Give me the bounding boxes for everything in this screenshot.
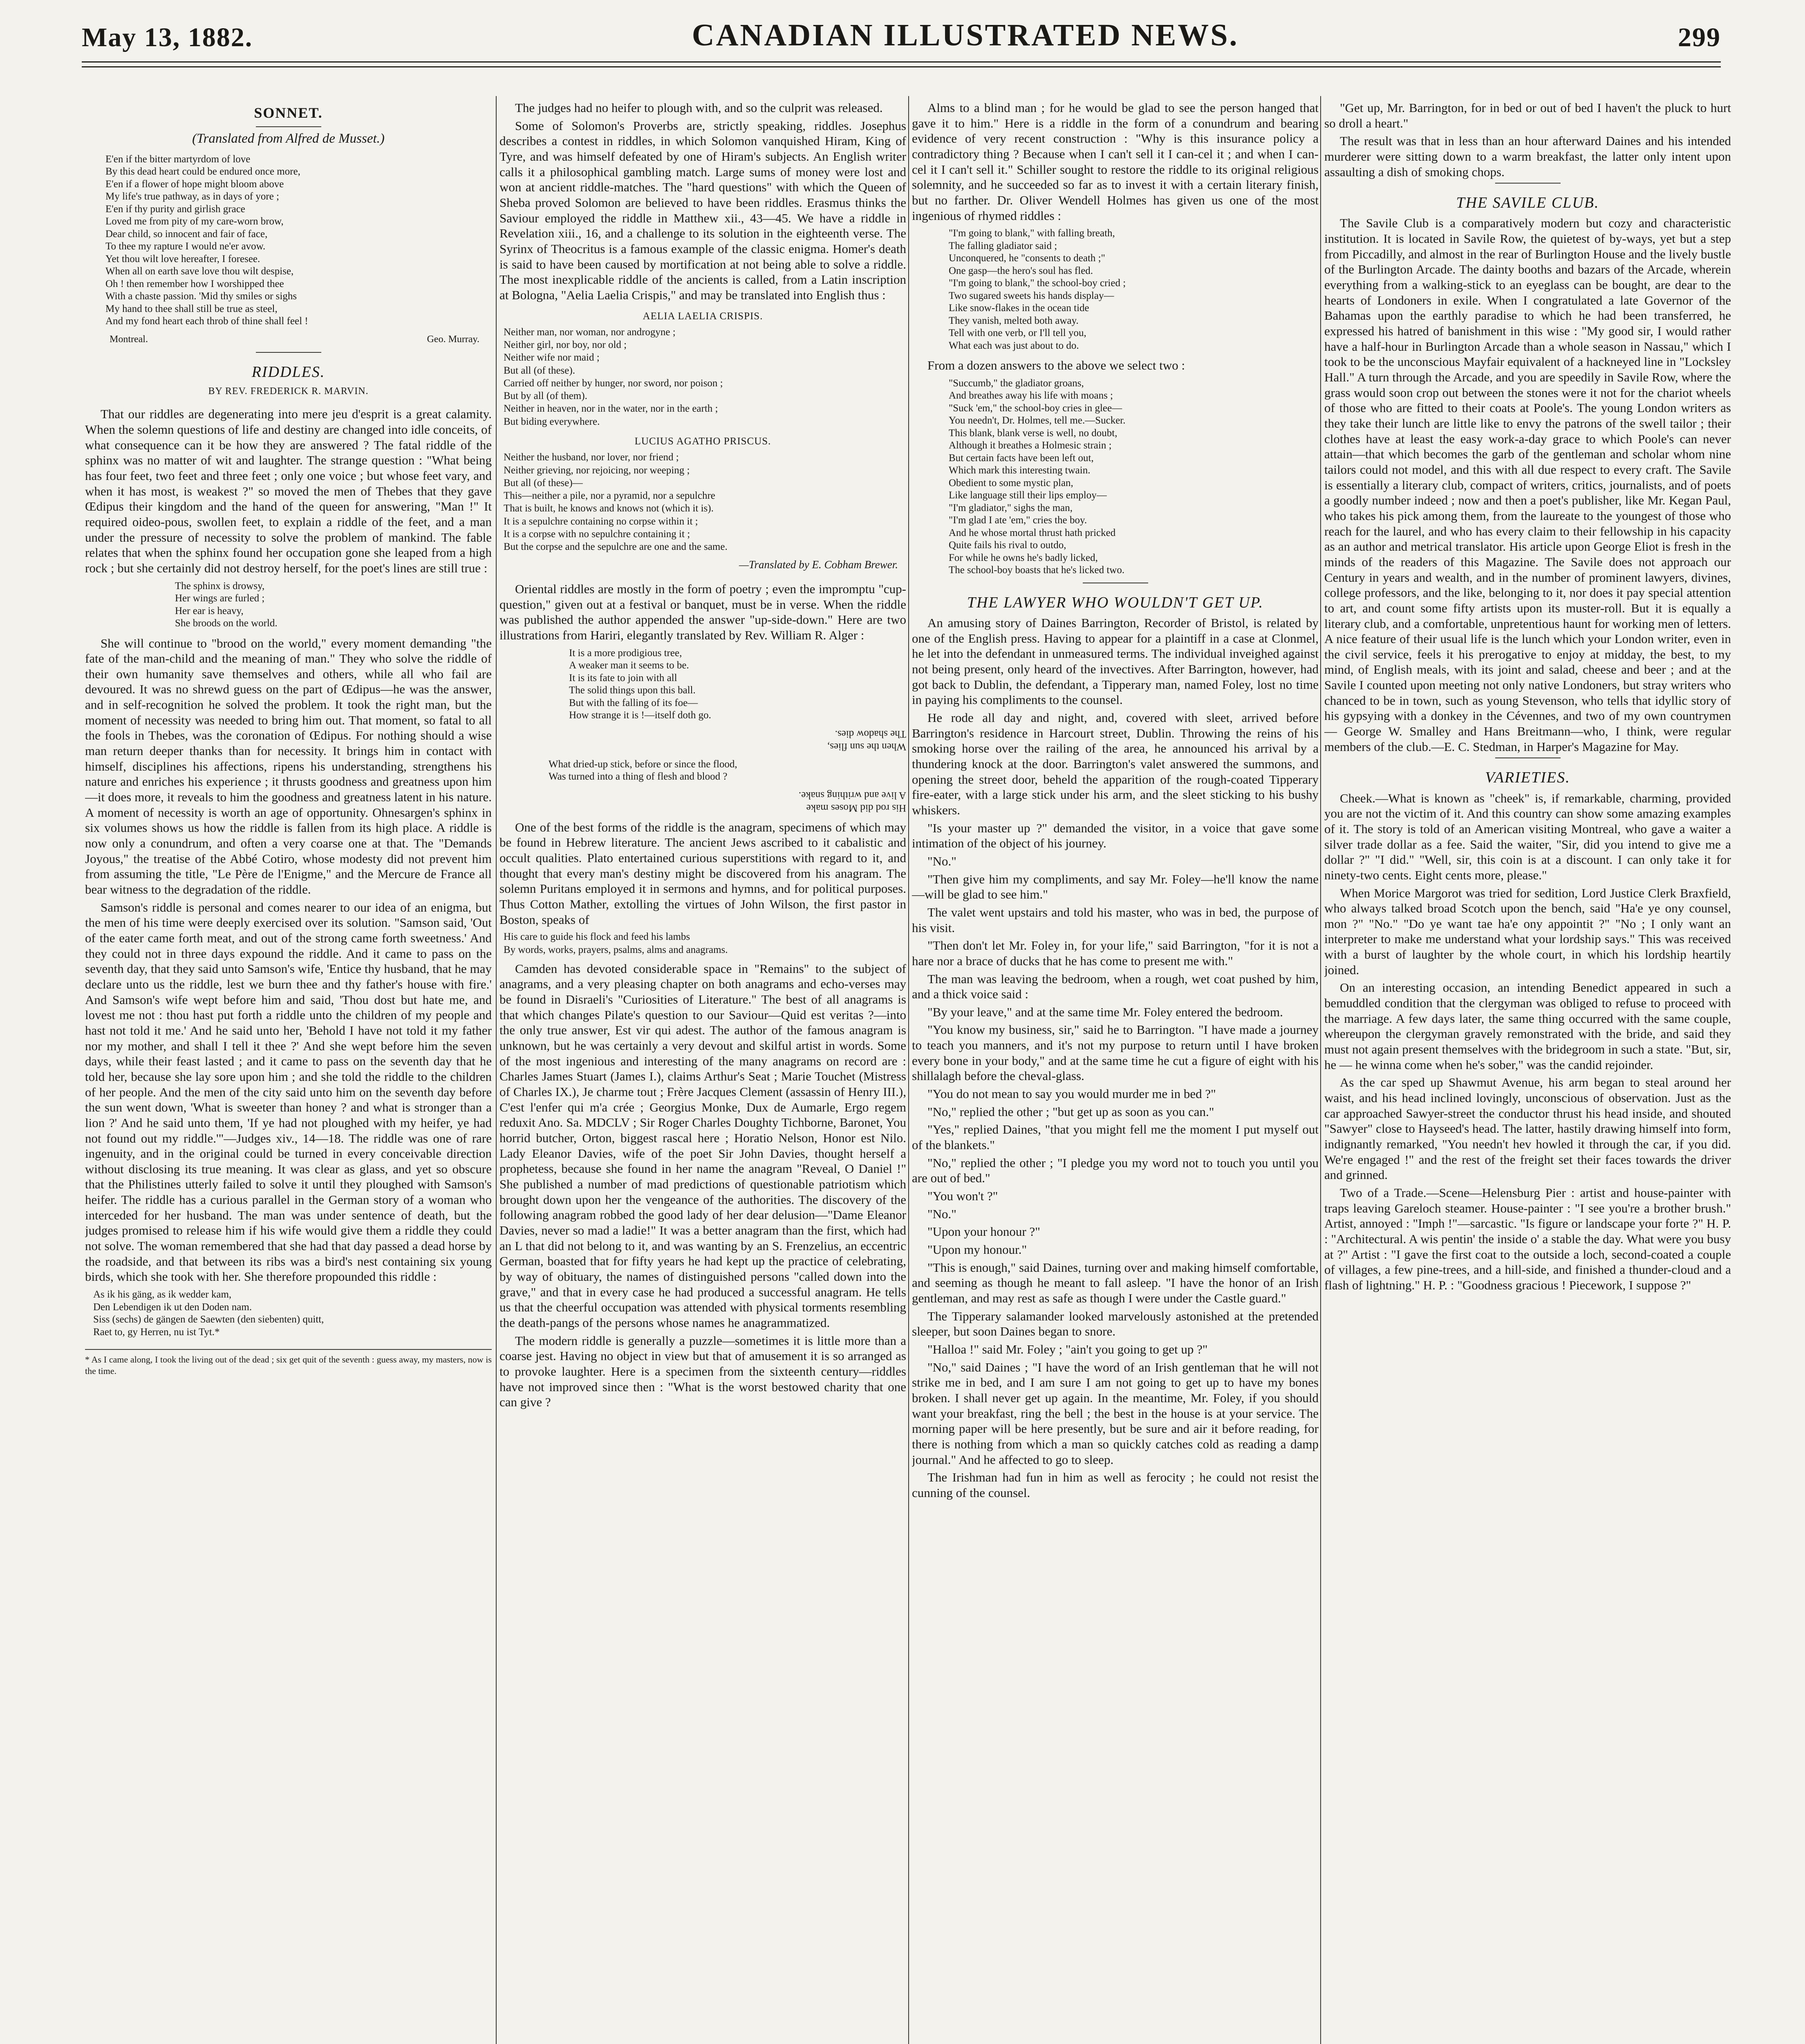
hariri-answer-upside-down: When the sun flies, The shadow dies. — [827, 728, 906, 752]
article-paragraph: The modern riddle is generally a puzzle—sometimes it is little more than a coarse jest. Having no object in view but that of amusement it is so arranged as to provoke laughter. Here is a specimen from the sixteenth century—riddles have not improved since then : "What is the worst bestowed charity that one can give ? — [499, 1333, 906, 1410]
article-paragraph: "You do not mean to say you would murder me in bed ?" — [927, 1087, 1216, 1101]
article-paragraph: "Get up, Mr. Barrington, for in bed or out of bed I haven't the pluck to hurt so droll a heart." — [1324, 101, 1731, 130]
article-paragraph: Samson's riddle is personal and comes nearer to our idea of an enigma, but the men of his time were deeply exercised over its solution. "Samson said, 'Out of the eater came forth meat, and out of the strong came forth sweetness.' And they could not in three days expound the riddle. And it came to pass on the seventh day, that they said unto Samson's wife, 'Entice thy husband, that he may declare unto us the riddle, lest we burn thee and thy father's house with fire.' And Samson's wife wept before him and said, 'Thou dost but hate me, and lovest me not : thou hast put forth a riddle unto the children of my people and hast not told it me.' And he said unto her, 'Behold I have not told it my father nor my mother, and shall I tell it thee ?' And she wept before him the seven days, while their feast lasted ; and it came to pass on the seventh day that he told her, because she lay sore upon him ; and she told the riddle to the children of her people. And the men of the city said unto him on the seventh day before the sun went down, 'What is sweeter than honey ? and what is stronger than a lion ?' And he said unto them, 'If ye had not ploughed with my heifer, ye had not found out my riddle.'"—Judges xiv., 14—18. The riddle was one of rare ingenuity, and in the original could be turned in every conceivable direction without disclosing its true meaning. It was clear as glass, and yet so obscure that the Philistines utterly failed to solve it until they ploughed with Samson's heifer. The riddle has a curious parallel in the German story of a woman who interceded for her husband. The man was under sentence of death, but the judges promised to release him if his wife would give them a riddle they could not solve. The woman remembered that she had that day passed a dead horse by the roadside, and that between its ribs was a bird's nest containing six young birds, which she took with her. She therefore propounded this riddle : — [85, 900, 492, 1284]
sphinx-verse: The sphinx is drowsy, Her wings are furled ; Her ear is heavy, She broods on the world. — [175, 580, 278, 629]
column-1 — [85, 100, 492, 2044]
column-divider — [1320, 96, 1321, 2044]
article-paragraph: Cheek.—What is known as "cheek" is, if remarkable, charming, provided you are not the victim of it. And this country can show some amazing examples of it. The story is told of an American visiting Montreal, who gave a waiter a silver trade dollar as a fee. Said the waiter, "Sir, did you intend to give me a dollar ?" "I did." "Well, sir, this coin is at a discount. I can only take it for ninety-two cents. Eight cents more, please." — [1324, 791, 1731, 882]
article-paragraph: The valet went upstairs and told his master, who was in bed, the purpose of his visit. — [912, 905, 1319, 935]
sonnet-heading: SONNET. — [254, 105, 323, 121]
article-paragraph: "Upon my honour." — [927, 1242, 1027, 1257]
article-paragraph: "Then don't let Mr. Foley in, for your life," said Barrington, "for it is not a hare nor a brace of ducks that he has come to present me with." — [912, 938, 1319, 968]
article-paragraph: The result was that in less than an hour afterward Daines and his intended murderer were sitting down to a warm breakfast, the latter only intent upon assaulting a dish of smoking chops. — [1324, 134, 1731, 179]
article-paragraph: "Halloa !" said Mr. Foley ; "ain't you going to get up ?" — [927, 1342, 1208, 1356]
translator-credit: —Translated by E. Cobham Brewer. — [739, 558, 898, 571]
article-paragraph: One of the best forms of the riddle is the anagram, specimens of which may be found in Hebrew literature. The ancient Jews ascribed to it cabalistic and occult qualities. Plato entertained curious superstitions with regard to it, and thought that every man's destiny might be discovered from his anagram. The solemn Puritans employed it in sermons and hymns, and for political purposes. Thus Cotton Mather, extolling the virtues of John Wilson, the first pastor in Boston, speaks of — [499, 820, 906, 927]
german-riddle-verse: As ik his gäng, as ik wedder kam, Den Lebendigen ik ut den Doden nam. Siss (sechs) de gängen de Saewten (den siebenten) quitt, Raet to, gy Herren, nu ist Tyt.* — [93, 1289, 324, 1338]
article-paragraph: From a dozen answers to the above we select two : — [927, 358, 1185, 373]
section-rule — [1495, 183, 1561, 184]
article-paragraph: As the car sped up Shawmut Avenue, his arm began to steal around her waist, and his head inclined lovingly, unconscious of observation. Just as the car approached Sawyer-street the conductor thrust his head inside, and shouted "Sawyer" close to Hayseed's head. The latter, hastily drawing himself into form, indignantly remarked, "You needn't hev howled it through the car, if you did. We're engaged !" and the rest of the freight set their faces towards the driver and grinned. — [1324, 1075, 1731, 1182]
article-paragraph: The Savile Club is a comparatively modern but cozy and characteristic institution. It is located in Savile Row, the quietest of by-ways, yet but a step from Piccadilly, and almost in the rear of Burlington House and the lively bustle of the Burlington Arcade. The dainty booths and bazars of the Arcade, wherein everything from a walking-stick to an eyeglass can be bought, are dear to the hearts of Londoners in exile. When I congratulated a late Governor of the Bahamas upon the earthly paradise to which he had been transferred, he expressed his hatred of banishment in this wise : "My good sir, I would rather have a half-hour in Burlington Arcade than a whole season in Nassau," which I took to be the unconscious Mayfair equivalent of a hackneyed line in "Locksley Hall." A turn through the Arcade, and you are speedily in Savile Row, where the grass would soon crop out between the stones were it not for the chariot wheels of those who are fitted to their coats at Poole's. The young London writers as they take their lunch are little like to envy the patrons of the swell tailor ; their clothes have at least the easy work-a-day grace to which Poole's can never attain—that which becomes the garb of the gentleman and scholar whom nine tailors could not model, and this with all due respect to every craft. The Savile is essentially a literary club, compact of writers, critics, journalists, and of poets a goodly number indeed ; now and then a poet's publisher, like Mr. Kegan Paul, who takes his pick among them, from the laureate to the youngest of those who reach for the laurel, and who has every claim to their fellowship in his capacity as an author and metrical translator. His article upon George Eliot is fresh in the minds of the readers of this Magazine. The Savile does not approach our Century in years and wealth, and in the number of prominent lawyers, divines, college professors, and the like, belonging to it, nor does it pay special attention to art, and count some fifty artists upon its muster-roll. But it is equally a literary club, and a comfortable, unpretentious haunt for working men of letters. A nice feature of their usual life is the lunch which your London writer, even in the civil service, feels it his prerogative to enjoy at midday, the best, to my mind, of English meals, with its joint and salad, cheese and beer ; and at the Savile I counted upon meeting not only native Londoners, but stray writers who chanced to be in town, such as young Stevenson, who tells that idyllic story of his gypsying with a donkey in the Cévennes, and two of my own countrymen — George W. Smalley and Hans Breitmann—who, I think, were regular members of the club.—E. C. Stedman, in Harper's Magazine for May. — [1324, 216, 1731, 754]
page-header — [82, 8, 1721, 53]
lucius-heading: LUCIUS AGATHO PRISCUS. — [634, 435, 771, 447]
article-paragraph: "No." — [927, 1206, 956, 1221]
article-paragraph: Two of a Trade.—Scene—Helensburg Pier : artist and house-painter with traps leaving Gareloch steamer. House-painter : "I see you're a brother brush." Artist, annoyed : "Imph !"—sarcastic. "Is figure or landscape your forte ?" H. P. : "Architectural. A wis pentin' the inside o' a stable the day. What were you busy at ?" Artist : "I gave the first coat to the outside a loch, second-coated a couple of villages, a few pine-trees, and a hill-side, and finished a thunder-cloud and a flash of lightning." H. P. : "Goodness gracious ! Piecework, I suppose ?" — [1324, 1185, 1731, 1292]
article-paragraph: "You won't ?" — [927, 1189, 998, 1204]
sonnet-verse: E'en if the bitter martyrdom of love By this dead heart could be endured once more, E'en if a flower of hope might bloom above My life's true pathway, as in days of yore ; E'en if thy purity and girlish grace Loved me from pity of my care-worn brow, Dear child, so innocent and fair of face, To thee my rapture I would ne'er avow. Yet thou wilt love hereafter, I foresee. When all on earth save love thou wilt despise, Oh ! then remember how I worshipped thee With a chaste passion. 'Mid thy smiles or sighs My hand to thee shall still be true as steel, And my fond heart each throb of thine shall feel ! — [105, 153, 308, 327]
article-paragraph: When Morice Margorot was tried for sedition, Lord Justice Clerk Braxfield, who always talked broad Scotch upon the bench, said "Ha'e ye ony counsel, mon ?" "No." "Do ye want tae ha'e ony appointit ?" "No ; I only want an interpreter to make me understand what your lordship says." This was received with a burst of laughter by the whole court, in which his lordship heartily joined. — [1324, 885, 1731, 977]
page-number: 299 — [1677, 22, 1721, 52]
article-paragraph: "Upon your honour ?" — [927, 1224, 1040, 1239]
article-paragraph: He rode all day and night, and, covered with sleet, arrived before Barrington's residence in Harcourt street, Dublin. Throwing the reins of his smoking horse over the railing of the area, he announced his arrival by a thundering knock at the door. Barrington's valet answered the summons, and opening the street door, beheld the apparition of the rough-coated Tipperary fire-eater, with a large stick under his arm, and the sleet sticking to his bushy whiskers. — [912, 710, 1319, 817]
article-paragraph: "No," replied the other ; "I pledge you my word not to touch you until you are out of bed." — [912, 1155, 1319, 1186]
sonnet-signature — [110, 334, 479, 345]
article-paragraph: The Tipperary salamander looked marvelously astonished at the pretended sleeper, but soon Daines began to snore. — [912, 1309, 1319, 1339]
lawyer-heading: THE LAWYER WHO WOULDN'T GET UP. — [967, 594, 1264, 611]
column-divider — [908, 96, 909, 2044]
column-3 — [912, 100, 1319, 2044]
article-paragraph: An amusing story of Daines Barrington, Recorder of Bristol, is related by one of the English press. Having to appear for a plaintiff in a case at Clonmel, he let into the defendant in unmeasured terms. The individual inveighed against not being present, only heard of the invectives. After Barrington, however, had got back to Dublin, the defendant, a Tipperary man, named Foley, lost no time in paying his compliments to the counsel. — [912, 616, 1319, 707]
article-paragraph: "No." — [927, 854, 956, 868]
article-paragraph: "No," said Daines ; "I have the word of an Irish gentleman that he will not strike me in bed, and I am sure I am not going to get up to have my bones broken. I shall never get up again. In the meantime, Mr. Foley, if you should want your breakfast, ring the bell ; the best in the house is at your service. The morning paper will be here presently, but be sure and air it before reading, for there is nothing from which a man so quickly catches cold as reading a damp journal." And he affected to go to sleep. — [912, 1360, 1319, 1467]
article-paragraph: The Irishman had fun in him as well as ferocity ; he could not resist the cunning of the counsel. — [912, 1470, 1319, 1500]
riddles-byline: BY REV. FREDERICK R. MARVIN. — [208, 386, 369, 397]
hariri-answer-upside-down: His rod did Moses make A live and writhing snake. — [798, 790, 906, 814]
article-paragraph: She will continue to "brood on the world," every moment demanding "the fate of the man-child and the meaning of man." They who solve the riddle of their own humanity save themselves and others, while all who fail are devoured. It was no shrewd guess on the part of Œdipus—he was the answer, and in self-recognition he solved the problem. It took the right man, but the moment of necessity was needed to bring him out. That moment, so fatal to all the fools in Thebes, was the coronation of Œdipus. For nothing should a wise man return deeper thanks than for necessity. It brings him in contact with himself, disciplines his affections, ripens his understanding, strengthens his nature and enriches his experience ; it thrusts goodness and greatness upon him—it does more, it reveals to him the goodness and greatness latent in his nature. A moment of necessity is worth an age of opportunity. Ohnesargen's sphinx in six volumes shows us how the riddle is fallen from its high place. A riddle is now only a conundrum, and often a very coarse one at that. The "Demands Joyous," the treatise of the Abbé Cotiro, whose modesty did not prevent him from assuming the title, "Le Père de l'Enigme," and the Mercure de France all bear witness to the degradation of the riddle. — [85, 636, 492, 897]
article-paragraph: "Is your master up ?" demanded the visitor, in a voice that gave some intimation of the object of his journey. — [912, 820, 1319, 851]
article-paragraph: "You know my business, sir," said he to Barrington. "I have made a journey to teach you manners, and it's not my purpose to return until I have broken every bone in your body," and at the same time he cut a figure of eight with his shillalagh before the cheval-glass. — [912, 1022, 1319, 1083]
article-paragraph: The judges had no heifer to plough with, and so the culprit was released. — [515, 101, 883, 115]
lucius-verse: Neither the husband, nor lover, nor friend ; Neither grieving, nor rejoicing, nor weeping ; But all (of these)— This—neither a pile, nor a pyramid, nor a sepulchre That is built, he knows and knows not (which it is). It is a sepulchre containing no corpse within it ; It is a corpse with no sepulchre containing it ; But the corpse and the sepulchre are one and the same. — [504, 452, 728, 553]
footnote: * As I came along, I took the living out of the dead ; six get quit of the seventh : guess away, my masters, now is the time. — [85, 1349, 492, 1376]
article-paragraph: Alms to a blind man ; for he would be glad to see the person hanged that gave it to him." Here is a riddle in the form of a conundrum and bearing evidence of very recent construction : "Why is this insurance policy a contradictory thing ? Because when I can't sell it I can-cel it ; and when I can-cel it I can't sell it." Schiller sought to restore the riddle to its original religious solemnity, and he succeeded so far as to invest it with a certain literary finish, but no farther. Dr. Oliver Wendell Holmes has given us one of the most ingenious of rhymed riddles : — [912, 101, 1319, 223]
sonnet-author: Geo. Murray. — [427, 334, 479, 345]
sonnet-place: Montreal. — [110, 334, 148, 345]
sonnet-subtitle: (Translated from Alfred de Musset.) — [192, 131, 385, 146]
article-paragraph: Oriental riddles are mostly in the form of poetry ; even the impromptu "cup-question," given out at a festival or banquet, must be in verse. When the riddle was published the author appended the answer "up-side-down." Here are two illustrations from Hariri, elegantly translated by Rev. William R. Alger : — [499, 582, 906, 643]
article-paragraph: Camden has devoted considerable space in "Remains" to the subject of anagrams, and a very pleasing chapter on both anagrams and echo-verses may be found in Disraeli's "Curiosities of Literature." The best of all anagrams is that which changes Pilate's question to our Saviour—Quid est veritas ?—into the only true answer, Est vir qui adest. The author of the famous anagram is unknown, but he was certainly a very devout and skilful artist in words. Some of the most ingenious and interesting of the many anagrams on record are : Charles James Stuart (James I.), claims Arthur's Seat ; Marie Touchet (Mistress of Charles IX.), Je charme tout ; Frère Jacques Clement (assassin of Henry III.), C'est l'enfer qui m'a crée ; Georgius Monke, Dux de Aumarle, Ergo regem reduxit Ano. Sa. MDCLV ; Sir Roger Charles Doughty Tichborne, Baronet, You horrid butcher, Orton, biggest rascal here ; Horatio Nelson, Honor est Nilo. Lady Eleanor Davies, wife of the poet Sir John Davies, thought herself a prophetess, because she found in her name the anagram "Reveal, O Daniel !" She published a number of mad predictions of questionable patriotism which brought down upon her the vengeance of the authorities. The discovery of the following anagram robbed the good lady of her dear delusion—"Dame Eleanor Davies, never so mad a ladie!" It was a better anagram than the first, which had an L that did not belong to it, and was wanting by an S. Frenzelius, an eccentric German, boasted that for fifty years he had kept up the practice of celebrating, by way of obituary, the names of distinguished persons "called down into the grave," and that in every case he had produced a successful anagram. He tells us that the cheerful occupation was attended with physical torments resembling the death-pangs of the persons whose names he anagrammatized. — [499, 961, 906, 1330]
article-paragraph: That our riddles are degenerating into mere jeu d'esprit is a great calamity. When the solemn questions of life and destiny are changed into idle conceits, of what consequence can it be how they are answered ? The fatal riddle of the sphinx was no matter of wit and laughter. The strange question : "What being has four feet, two feet and three feet ; only one voice ; but whose feet vary, and when it has most, is weakest ?" so moved the men of Thebes that they gave Œdipus their kingdom and the hand of the queen for answering, "Man !" It required oideo-pous, swollen feet, to explain a riddle of the feet, and a man under the pressure of necessity to solve the problem of mankind. The fable relates that when the sphinx found her occupation gone she leaped from a high rock ; but she certainly did not destroy herself, for the poet's lines are still true : — [85, 407, 492, 575]
column-divider — [496, 96, 497, 2044]
article-paragraph: "No," replied the other ; "but get up as soon as you can." — [927, 1104, 1214, 1119]
article-paragraph: "By your leave," and at the same time Mr. Foley entered the bedroom. — [927, 1004, 1283, 1019]
column-4 — [1324, 100, 1731, 2044]
riddles-heading: RIDDLES. — [251, 363, 325, 381]
answer-verse: "Succumb," the gladiator groans, And breathes away his life with moans ; "Suck 'em," the school-boy cries in glee— You needn't, Dr. Holmes, tell me.—Sucker. This blank, blank verse is well, no doubt, Although it breathes a Holmesic strain ; But certain facts have been left out, Which mark this interesting twain. Obedient to some mystic plan, Like language still their lips employ— "I'm gladiator," sighs the man, "I'm glad I ate 'em," cries the boy. And he whose mortal thrust hath pricked Quite fails his rival to outdo, For while he owns he's badly licked, The school-boy boasts that he's licked two. — [949, 377, 1126, 576]
article-paragraph: "Then give him my compliments, and say Mr. Foley—he'll know the name—will be glad to see him." — [912, 872, 1319, 902]
heading-rule — [256, 126, 321, 127]
hariri-verse: It is a more prodigious tree, A weaker man it seems to be. It is its fate to join with all The solid things upon this ball. But with the falling of its foe— How strange it is !—itself doth go. — [569, 647, 711, 721]
aelia-verse: Neither man, nor woman, nor androgyne ; Neither girl, nor boy, nor old ; Neither wife nor maid ; But all (of these). Carried off neither by hunger, nor sword, nor poison ; But by all (of them). Neither in heaven, nor in the water, nor in the earth ; But biding everywhere. — [504, 326, 723, 427]
aelia-heading: AELIA LAELIA CRISPIS. — [643, 310, 763, 322]
newspaper-title: CANADIAN ILLUSTRATED NEWS. — [692, 18, 1239, 52]
header-rule-bottom — [82, 66, 1721, 67]
varieties-heading: VARIETIES. — [1485, 769, 1570, 787]
article-paragraph: "Yes," replied Daines, "that you might fell me the moment I put myself out of the blankets." — [912, 1122, 1319, 1152]
savile-heading: THE SAVILE CLUB. — [1456, 194, 1599, 212]
column-2 — [499, 100, 906, 2044]
mather-verse: His care to guide his flock and feed his lambs By words, works, prayers, psalms, alms and anagrams. — [504, 931, 728, 955]
issue-date: May 13, 1882. — [82, 22, 253, 52]
holmes-verse: "I'm going to blank," with falling breath, The falling gladiator said ; Unconquered, he "consents to death ;" One gasp—the hero's soul has fled. "I'm going to blank," the school-boy cried ; Two sugared sweets his hands display— Like snow-flakes in the ocean tide They vanish, melted both away. Tell with one verb, or I'll tell you, What each was just about to do. — [949, 228, 1126, 351]
article-paragraph: Some of Solomon's Proverbs are, strictly speaking, riddles. Josephus describes a contest in riddles, in which Solomon vanquished Hiram, King of Tyre, and was himself defeated by one of Hiram's subjects. An English writer calls it a philosophical gambling match. Large sums of money were lost and won at ancient riddle-matches. The "hard questions" with which the Queen of Sheba proved Solomon are believed to have been riddles. Erasmus thinks the Saviour employed the riddle in Matthew xii., 43—45. We have a riddle in Revelation xiii., 16, and a challenge to its solution in the eighteenth verse. The Syrinx of Theocritus is a famous example of the classic enigma. Homer's death is said to have been caused by mortification at not being able to solve a riddle. The most inexplicable riddle of the ancients is called, from a Latin inscription at Bologna, "Aelia Laelia Crispis," and may be translated into English thus : — [499, 118, 906, 302]
hariri-verse: What dried-up stick, before or since the flood, Was turned into a thing of flesh and blood ? — [549, 758, 737, 782]
article-paragraph: On an interesting occasion, an intending Benedict appeared in such a bemuddled condition that the clergyman was obliged to refuse to proceed with the marriage. A few days later, the same thing occurred with the same couple, whereupon the clergyman gravely remonstrated with the bride, and said they must not again present themselves with the bridegroom in such a state. "But, sir, he — he winna come when he's sober," was the candid rejoinder. — [1324, 980, 1731, 1072]
article-paragraph: The man was leaving the bedroom, when a rough, wet coat pushed by him, and a thick voice said : — [912, 971, 1319, 1002]
article-paragraph: "This is enough," said Daines, turning over and making himself comfortable, and seeming as though he meant to fall asleep. "I have the honor of an Irish gentleman, and may rest as safe as though I were under the Castle guard." — [912, 1260, 1319, 1305]
header-rule-top — [82, 61, 1721, 63]
section-rule — [256, 352, 321, 353]
